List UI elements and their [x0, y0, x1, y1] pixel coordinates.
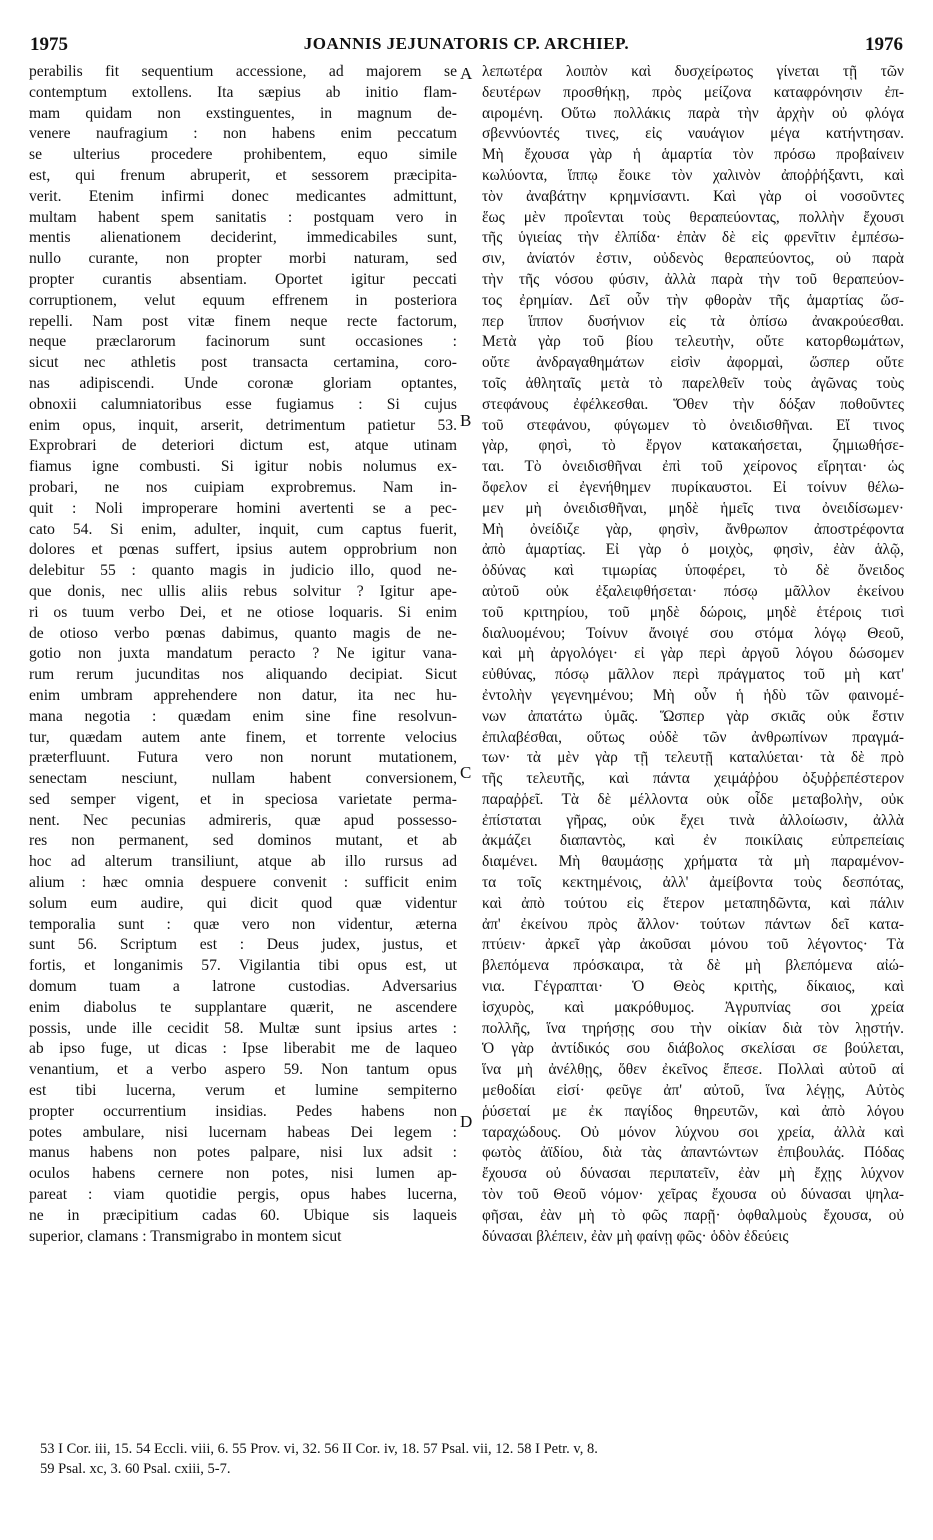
greek-text-line: τα τοῖς κεκτημένοις, ἀλλ' ἀμείβοντα τοὺς δεσπότας,: [482, 874, 904, 892]
latin-column: [29, 62, 457, 1247]
greek-text-line: δύνασαι βλέπειν, ἐὰν μὴ φαίνῃ φῶς· ὁδὸν ἐδεύεις: [482, 1227, 789, 1245]
greek-text-line: διαμένει. Μὴ θαυμάσῃς χρήματα τὰ μὴ παραμένον-: [482, 853, 904, 871]
greek-text-line: ὄφελον εἰ ἐγενήθημεν πυρίκαυστοι. Εἰ τοίνυν θέλω-: [482, 478, 904, 496]
latin-text-line: mana negotia : quædam enim sine fine resolvun-: [29, 707, 457, 725]
right-column-number: 1976: [865, 34, 903, 55]
greek-text-line: αιρομένη. Οὕτω πολλάκις παρὰ τὴν ἀρχὴν οὐ φλόγα: [482, 104, 904, 122]
greek-text-line: τῆς τελευτῆς, καὶ πάντα χειμάῤῥου ὀξυῤῥεπέστερον: [482, 770, 904, 788]
greek-text-line: τὴν τῆς νόσου φύσιν, ἀλλὰ παρὰ τὴν τοῦ θεραπεύον-: [482, 270, 904, 288]
left-column-number: 1975: [30, 34, 68, 55]
latin-text-line: solum eum audire, qui dicit quod quæ videntur: [29, 894, 457, 912]
greek-text-line: ῥύσεταί με ἐκ παγίδος θηρευτῶν, καὶ ἀπὸ λόγου: [482, 1102, 904, 1120]
greek-text-line: ἵνα μὴ ἀνέλθῃς, ὅθεν ἐκεῖνος ἔπεσε. Πολλαὶ αὐτοῦ αἱ: [482, 1061, 904, 1079]
latin-text-line: quit : Noli improperare homini avertenti se a pec-: [29, 499, 457, 517]
latin-text-line: tur, quædam autem ante finem, et torrente velocius: [29, 728, 457, 746]
greek-text-line: τοῦ κριτηρίου, τοῦ μηδὲ δώροις, μηδὲ ἑτέροις τισὶ: [482, 603, 904, 621]
latin-text-line: mentis alienationem deciderint, immedicabiles sunt,: [29, 229, 457, 247]
latin-text-line: est, qui frenum abruperit, et sessorem præcipita-: [29, 166, 457, 184]
greek-text-line: μεν μὴ ὀνειδισθῆναι, μηδὲ ἡμεῖς τινα ὀνειδίσωμεν·: [482, 499, 904, 517]
latin-text-line: enim umbram apprehendere non datur, ita nec hu-: [29, 686, 457, 704]
margin-marker-d: D: [460, 1112, 473, 1131]
greek-text-line: ἰσχυρὸς, καὶ μακρόθυμος. Ἀγρυπνίας σοι χρεία: [482, 998, 904, 1016]
latin-text-line: probari, ne nos cuipiam exprobremus. Nam in-: [29, 478, 457, 496]
latin-text-line: multam habent spem sanitatis : postquam vero in: [29, 208, 457, 226]
greek-text-line: ἔχουσα οὐ δύνασαι περιπατεῖν, ἐὰν μὴ ἔχῃς λύχνον: [482, 1165, 904, 1183]
latin-text-line: venantium, et a verbo aspero 59. Non tantum opus: [29, 1061, 457, 1079]
greek-text-line: μεθοδίαι εἰσί· φεῦγε ἀπ' αὐτοῦ, ἵνα λέγῃς, Αὐτὸς: [482, 1082, 904, 1100]
greek-text-line: πτύειν· ἀρκεῖ γὰρ ἀκοῦσαι μόνου τοῦ λέγοντος· Τὰ: [482, 936, 904, 954]
greek-text-line: διαλυομένου; Τοίνυν ἄνοιγέ σου στόμα λόγῳ Θεοῦ,: [482, 624, 904, 642]
latin-text-line: nullo curante, non propter morbi naturam, sed: [29, 250, 457, 268]
latin-text-line: propter curantis absentiam. Oportet igitur peccati: [29, 270, 457, 288]
greek-text-line: σιν, ἀνίατόν ἐστιν, οὐδενὸς θεραπεύοντος, οὐ παρὰ: [482, 250, 904, 268]
greek-text-line: ἐντολὴν γεγενημένου; Μὴ οὖν ἡ ἡδὺ τῶν φαινομέ-: [482, 686, 904, 704]
latin-text-line: sunt 56. Scriptum est : Deus judex, justus, et: [29, 936, 457, 954]
latin-text-line: sed semper vigent, et in speciosa varietate perma-: [29, 790, 457, 808]
greek-text-line: τὸν τοῦ Θεοῦ νόμον· χεῖρας ἔχουσα οὐ δύνασαι ψηλα-: [482, 1186, 904, 1204]
latin-text-line: fiamus igne combusti. Si igitur nobis nolumus ex-: [29, 458, 457, 476]
greek-text-line: των· τὰ μὲν γὰρ τῇ τελευτῇ καταλύεται· τὰ δὲ πρὸ: [482, 749, 904, 767]
margin-marker-a: A: [460, 64, 473, 83]
latin-text-line: ab ipso fuge, ut dicas : Ipse liberabit me de laqueo: [29, 1040, 457, 1058]
greek-text-line: ὀδύνας καὶ τιμωρίας ὑποφέρει, τὸ δὲ ὄνειδος: [482, 562, 904, 580]
latin-text-line: obnoxii calumniatoribus esse fugiamus : Si cujus: [29, 395, 457, 413]
greek-text-line: λεπωτέρα λοιπὸν καὶ δυσχείρωτος γίνεται τῇ τῶν: [482, 63, 904, 80]
greek-text-line: Μετὰ γὰρ τοῦ βίου τελευτὴν, οὔτε κατορθωμάτων,: [482, 333, 904, 351]
greek-text-line: ἀκμάζει διαπαντὸς, καὶ ἐν ποικίλαις εὐπρεπείαις: [482, 832, 904, 850]
greek-text-line: ται. Τὸ ὀνειδισθῆναι ἐπὶ τοῦ χείρονος εἴρηται· ὡς: [482, 458, 904, 476]
latin-text-line: possis, unde ille cecidit 58. Multæ sunt ipsius artes :: [29, 1019, 457, 1037]
latin-text-line: se ulterius procedere prohibentem, equo simile: [29, 146, 457, 164]
latin-text-line: gotio non juxta mandatum peracto ? Ne igitur vana-: [29, 645, 457, 663]
margin-marker-c: C: [460, 763, 472, 782]
greek-text-line: ἐπίσταται γῆρας, οὐκ ἔχει τινὰ ἀλλοίωσιν, ἀλλὰ: [482, 811, 904, 829]
latin-text-line: propter occurrentium insidias. Pedes habens non: [29, 1102, 457, 1120]
latin-text-line: neque præclarorum facinorum sunt occasiones :: [29, 333, 457, 351]
greek-text-line: τὸν ἀναβάτην κρημνίσαντι. Καὶ γὰρ οἱ νοσοῦντες: [482, 187, 904, 205]
greek-text-line: κωλύοντα, ἵππῳ ἔοικε τὸν χαλινὸν ἀποῤῥήξαντι, καὶ: [482, 166, 904, 184]
latin-text-line: repelli. Nam post vitæ finem neque recte factorum,: [29, 312, 457, 330]
latin-text-line: Exprobrari de deteriori dictum est, atque utinam: [29, 437, 457, 455]
greek-text-line: ἕως μὲν προΐενται τοὺς θεραπεύοντας, πολλὴν ἔχουσι: [482, 208, 904, 226]
greek-column: [482, 62, 904, 1247]
greek-text-line: ταραχώδους. Οὐ μόνον λύχνου σοι χρεία, ἀλλὰ καὶ: [482, 1123, 904, 1141]
greek-text-line: παραῤῥεῖ. Τὰ δὲ μέλλοντα οὐκ οἶδε μεταβολὴν, οὐκ: [482, 790, 904, 808]
margin-marker-b: B: [460, 411, 472, 430]
greek-text-line: καὶ μὴ ἀργολόγει· εἰ γὰρ περὶ ἀργοῦ λόγου δώσομεν: [482, 645, 904, 663]
greek-text-line: εὐθύνας, πόσῳ μᾶλλον περὶ πράγματος τοῦ μὴ κατ': [482, 666, 904, 684]
greek-text-line: ἀπ' ἐκείνου πρὸς ἄλλον· τούτων πάντων δεῖ κατα-: [482, 915, 904, 933]
latin-text-line: domum tuam a latrone custodias. Adversarius: [29, 978, 457, 996]
latin-text-line: corruptionem, velut equum effrenem in posteriora: [29, 291, 457, 309]
latin-text-line: cato 54. Si enim, adulter, inquit, cum captus fuerit,: [29, 520, 457, 538]
greek-text-line: βλεπόμενα πρόσκαιρα, τὰ δὲ μὴ βλεπόμενα αἰώ-: [482, 957, 904, 975]
greek-text-line: στεφάνους ἐφέλκεσθαι. Ὅθεν τὴν δόξαν ποθοῦντες: [482, 395, 904, 413]
latin-text-line: pareat : viam quotidie pergis, opus habes lucerna,: [29, 1186, 457, 1204]
footnote-line: 53 I Cor. iii, 15. 54 Eccli. viii, 6. 55 Prov. vi, 32. 56 II Cor. iv, 18. 57 Psal. vii, 12. 58 I Petr. v, 8.: [40, 1441, 598, 1457]
greek-text-line: νια. Γέγραπται· Ὁ Θεὸς κριτὴς, δίκαιος, καὶ: [482, 978, 904, 996]
greek-text-line: Μὴ ὀνείδιζε γὰρ, φησὶν, ἄνθρωπον ἀποστρέφοντα: [482, 520, 904, 538]
footnote-line: 59 Psal. xc, 3. 60 Psal. cxiii, 5-7.: [40, 1461, 231, 1477]
greek-text-line: αὐτοῦ οὐκ ἐξαλειφθήσεται· πόσῳ μᾶλλον ἐκείνου: [482, 582, 904, 600]
latin-text-line: manus habens non potes palpare, nisi lux adsit :: [29, 1144, 457, 1162]
greek-text-line: τοῖς ἀθληταῖς μετὰ τὸ παρελθεῖν τοὺς ἀγῶνας τοὺς: [482, 374, 904, 392]
footnotes: [40, 1439, 903, 1479]
latin-text-line: nent. Nec pecunias admireris, quæ apud possesso-: [29, 811, 457, 829]
greek-text-line: Ὁ γὰρ ἀντίδικός σου διάβολος σκελίσαι σε βούλεται,: [482, 1040, 904, 1058]
greek-text-line: δευτέρων προσθήκῃ, πρὸς μείζονα καταφρόνησιν ἐπ-: [482, 83, 904, 101]
latin-text-line: mam quidam non exstinguentes, in magnum de-: [29, 104, 457, 122]
latin-text-line: de otioso verbo pœnas dabimus, quanto magis de ne-: [29, 624, 457, 642]
latin-text-line: alium : hæc omnia despuere convenit : sufficit enim: [29, 874, 457, 892]
greek-text-line: ἀπὸ ἁμαρτίας. Εἰ γὰρ ὁ μοιχὸς, φησὶν, ἐὰν ἁλῷ,: [482, 541, 904, 559]
greek-text-line: οὔτε ἀνδραγαθημάτων εἰσὶν ἀφορμαὶ, ὥσπερ οὔτε: [482, 354, 904, 372]
latin-text-line: sicut nec athletis post transacta certamina, coro-: [29, 354, 457, 372]
greek-text-line: ἐπιλαβέσθαι, οὕτως οὐδὲ τῶν ἀνθρωπίνων πραγμά-: [482, 728, 904, 746]
greek-text-line: σβεννύοντές τινες, εἰς ναυάγιον μέγα κατήντησαν.: [482, 125, 904, 143]
latin-text-line: rum rerum jucunditas nos aliquando decipiat. Sicut: [29, 666, 457, 684]
latin-text-line: res non permanent, sed dominos mutant, et ab: [29, 832, 457, 850]
greek-text-line: τῆς ὑγιείας τὴν ἐλπίδα· ἐπὰν δὲ εἰς φρενῖτιν ἐμπέσω-: [482, 229, 904, 247]
page-header: [30, 34, 903, 60]
greek-text-line: φωτὸς ἀϊδίου, διὰ τὰς ἀπαντώντων ἐπιβουλάς. Πόδας: [482, 1144, 904, 1162]
latin-text-line: est tibi lucerna, verum et lumine sempiterno: [29, 1082, 457, 1100]
greek-text-line: περ ἵππον δυσήνιον εἰς τὰ ὀπίσω ἀνακρούεσθαι.: [482, 312, 904, 330]
greek-text-line: νων ἀπατάτω ὑμᾶς. Ὥσπερ γὰρ σκιᾶς οὐκ ἔστιν: [482, 707, 904, 725]
latin-text-line: potes ambulare, nisi lucernam habeas Dei legem :: [29, 1123, 457, 1141]
greek-text-line: τος ἐρημίαν. Δεῖ οὖν τὴν φθορὰν τῆς ἁμαρτίας ὥσ-: [482, 291, 904, 309]
greek-text-line: καὶ ἀπὸ τούτου εἰς ἕτερον μεταπηδῶντα, καὶ πάλιν: [482, 894, 904, 912]
latin-text-line: hoc ad alterum transiliunt, atque ab illo rursus ad: [29, 853, 457, 871]
latin-text-line: senectam nesciunt, nullam habent conversionem,: [29, 770, 457, 788]
running-title: JOANNIS JEJUNATORIS CP. ARCHIEP.: [303, 34, 630, 53]
latin-text-line: ne in præcipitium cadas 60. Ubique sis laqueis: [29, 1206, 457, 1224]
latin-text-line: oculos habens cernere non potes, nisi lumen ap-: [29, 1165, 457, 1183]
greek-text-line: τοῦ στεφάνου, φύγωμεν τὸ ὀνειδισθῆναι. Εἴ τινος: [482, 416, 904, 434]
latin-text-line: ri os tuum verbo Dei, et ne otiose loquaris. Si enim: [29, 603, 457, 621]
latin-text-line: verit. Etenim infirmi donec medicantes admittunt,: [29, 187, 457, 205]
greek-text-line: φῆσαι, ἐὰν μὴ τὸ φῶς παρῇ· ὀφθαλμοὺς ἔχουσα, οὐ: [482, 1206, 904, 1224]
latin-text-line: præterfluunt. Futura vero non norunt mutationem,: [29, 749, 457, 767]
greek-text-line: γὰρ, φησὶ, τὸ ἔργον κατακαήσεται, ζημιωθήσε-: [482, 437, 904, 455]
greek-text-line: Μὴ ἔχουσα γὰρ ἡ ἁμαρτία τὸν πρόσω προβαίνειν: [482, 146, 904, 164]
latin-text-line: perabilis fit sequentium accessione, ad majorem se: [29, 63, 457, 80]
latin-text-line: que donis, nec ullis aliis rebus solvitur ? Igitur ape-: [29, 582, 457, 600]
latin-text-line: superior, clamans : Transmigrabo in montem sicut: [29, 1227, 342, 1245]
latin-text-line: venere naufragium : non habens enim peccatum: [29, 125, 457, 143]
greek-text-line: πολλῆς, ἵνα τηρήσῃς σου τὴν οἰκίαν διὰ τὸν λῃστήν.: [482, 1019, 904, 1037]
latin-text-line: fortis, et longanimis 57. Vigilantia tibi opus est, ut: [29, 957, 457, 975]
latin-text-line: delebitur 55 : quanto magis in judicio illo, quod ne-: [29, 562, 457, 580]
latin-text-line: dolores et pœnas suffert, ipsius autem opprobrium non: [29, 541, 457, 559]
latin-text-line: temporalia sunt : quæ vero non videntur, æterna: [29, 915, 457, 933]
latin-text-line: enim opus, inquit, arserit, detrimentum patietur 53.: [29, 416, 457, 434]
latin-text-line: contemptum extollens. Ita sæpius ab initio flam-: [29, 83, 457, 101]
latin-text-line: enim diabolus te supplantare quærit, ne ascendere: [29, 998, 457, 1016]
latin-text-line: nas adipiscendi. Unde coronæ gloriam optantes,: [29, 374, 457, 392]
